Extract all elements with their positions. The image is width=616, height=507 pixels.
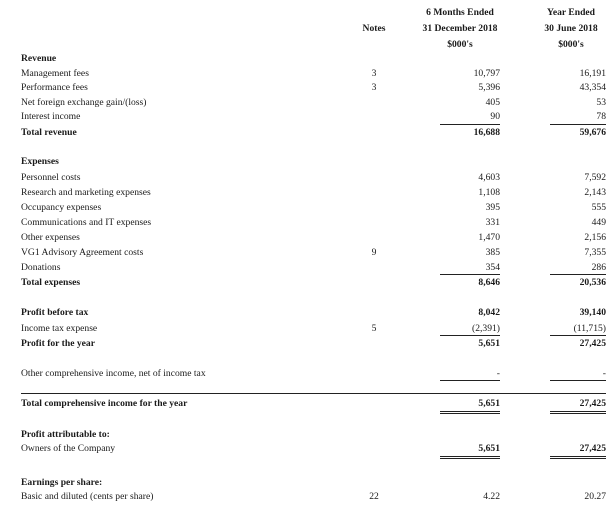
expenses-heading: Expenses (21, 156, 59, 167)
profit-for-year-col1: 5,651 (478, 338, 500, 349)
row-value-col2: 2,156 (584, 232, 606, 243)
income-tax-label: Income tax expense (21, 323, 98, 334)
owners-label: Owners of the Company (21, 443, 116, 454)
row-value-col1: 10,797 (473, 68, 500, 79)
row-label: Performance fees (21, 82, 88, 93)
double-rule-col1 (440, 456, 500, 457)
attributable-heading: Profit attributable to: (21, 429, 110, 440)
row-value-col1: 1,108 (478, 187, 500, 198)
oci-label: Other comprehensive income, net of income tax (21, 368, 206, 379)
total-ci-label: Total comprehensive income for the year (21, 398, 188, 409)
col2-header-line1: Year Ended (546, 7, 596, 18)
profit-for-year-col2: 27,425 (579, 338, 606, 349)
oci-col2: - (602, 368, 606, 379)
profit-for-year-label: Profit for the year (21, 338, 95, 349)
double-rule-col1 (440, 458, 500, 459)
row-label: Other expenses (21, 232, 80, 243)
row-value-col2: 78 (596, 111, 606, 122)
subtotal-rule-col1 (440, 274, 500, 275)
row-value-col1: 1,470 (478, 232, 500, 243)
subtotal-rule-col2 (550, 335, 606, 336)
row-value-col1: 385 (485, 247, 500, 258)
eps-basic-label: Basic and diluted (cents per share) (21, 491, 154, 502)
row-value-col1: 405 (485, 97, 500, 108)
total-expenses-col2: 20,536 (579, 277, 606, 288)
row-label: Management fees (21, 68, 89, 79)
subtotal-rule-col1 (440, 335, 500, 336)
eps-basic-col1: 4.22 (483, 491, 500, 502)
total-revenue-col2: 59,676 (579, 127, 606, 138)
row-value-col2: 53 (596, 97, 606, 108)
col1-header (410, 5, 510, 53)
row-value-col1: 395 (485, 202, 500, 213)
row-value-col2: 449 (591, 217, 606, 228)
owners-col2: 27,425 (579, 443, 606, 454)
subtotal-rule-col2 (550, 380, 606, 381)
profit-before-tax-label: Profit before tax (21, 307, 89, 318)
col2-header (530, 5, 612, 53)
subtotal-rule-col2 (550, 124, 606, 125)
row-value-col1: 4,603 (478, 172, 500, 183)
notes-header: Notes (362, 23, 386, 34)
row-value-col1: 90 (490, 111, 500, 122)
full-rule-top (21, 393, 606, 394)
total-revenue-label: Total revenue (21, 127, 77, 138)
row-value-col1: 5,396 (478, 82, 500, 93)
revenue-heading: Revenue (21, 53, 57, 64)
row-value-col1: 354 (485, 262, 500, 273)
double-rule-col2 (550, 456, 606, 457)
row-value-col2: 555 (591, 202, 606, 213)
col1-header-line1: 6 Months Ended (426, 7, 494, 18)
eps-basic-col2: 20.27 (584, 491, 606, 502)
col1-header-line3: $000's (447, 39, 473, 50)
row-label: Net foreign exchange gain/(loss) (21, 97, 147, 108)
col1-header-line2: 31 December 2018 (422, 23, 498, 34)
col2-header-line2: 30 June 2018 (544, 23, 598, 34)
profit-before-tax-col2: 39,140 (579, 307, 606, 318)
row-value-col2: 43,354 (579, 82, 606, 93)
row-label: Research and marketing expenses (21, 187, 151, 198)
row-label: Occupancy expenses (21, 202, 102, 213)
row-value-col2: 7,592 (584, 172, 606, 183)
income-tax-col2: (11,715) (573, 323, 606, 334)
income-tax-col1: (2,391) (472, 323, 500, 334)
double-rule-col1 (440, 411, 500, 412)
row-value-col2: 16,191 (579, 68, 606, 79)
row-value-col1: 331 (485, 217, 500, 228)
oci-col1: - (496, 368, 500, 379)
subtotal-rule-col1 (440, 380, 500, 381)
profit-before-tax-col1: 8,042 (478, 307, 500, 318)
income-tax-note: 5 (371, 323, 377, 334)
row-value-col2: 2,143 (584, 187, 606, 198)
row-label: Donations (21, 262, 61, 273)
subtotal-rule-col2 (550, 274, 606, 275)
total-ci-col2: 27,425 (579, 398, 606, 409)
total-expenses-col1: 8,646 (478, 277, 500, 288)
row-label: VG1 Advisory Agreement costs (21, 247, 144, 258)
eps-heading: Earnings per share: (21, 477, 103, 488)
row-label: Communications and IT expenses (21, 217, 152, 228)
double-rule-col2 (550, 458, 606, 459)
row-note: 3 (371, 68, 377, 79)
row-note: 9 (371, 247, 377, 258)
row-label: Interest income (21, 111, 81, 122)
total-revenue-col1: 16,688 (473, 127, 500, 138)
owners-col1: 5,651 (478, 443, 500, 454)
row-label: Personnel costs (21, 172, 81, 183)
row-value-col2: 7,355 (584, 247, 606, 258)
row-note: 3 (371, 82, 377, 93)
double-rule-col1 (440, 413, 500, 414)
row-value-col2: 286 (591, 262, 606, 273)
total-ci-col1: 5,651 (478, 398, 500, 409)
total-expenses-label: Total expenses (21, 277, 81, 288)
double-rule-col2 (550, 411, 606, 412)
eps-basic-note: 22 (369, 491, 379, 502)
subtotal-rule-col1 (440, 124, 500, 125)
col2-header-line3: $000's (558, 39, 584, 50)
double-rule-col2 (550, 413, 606, 414)
